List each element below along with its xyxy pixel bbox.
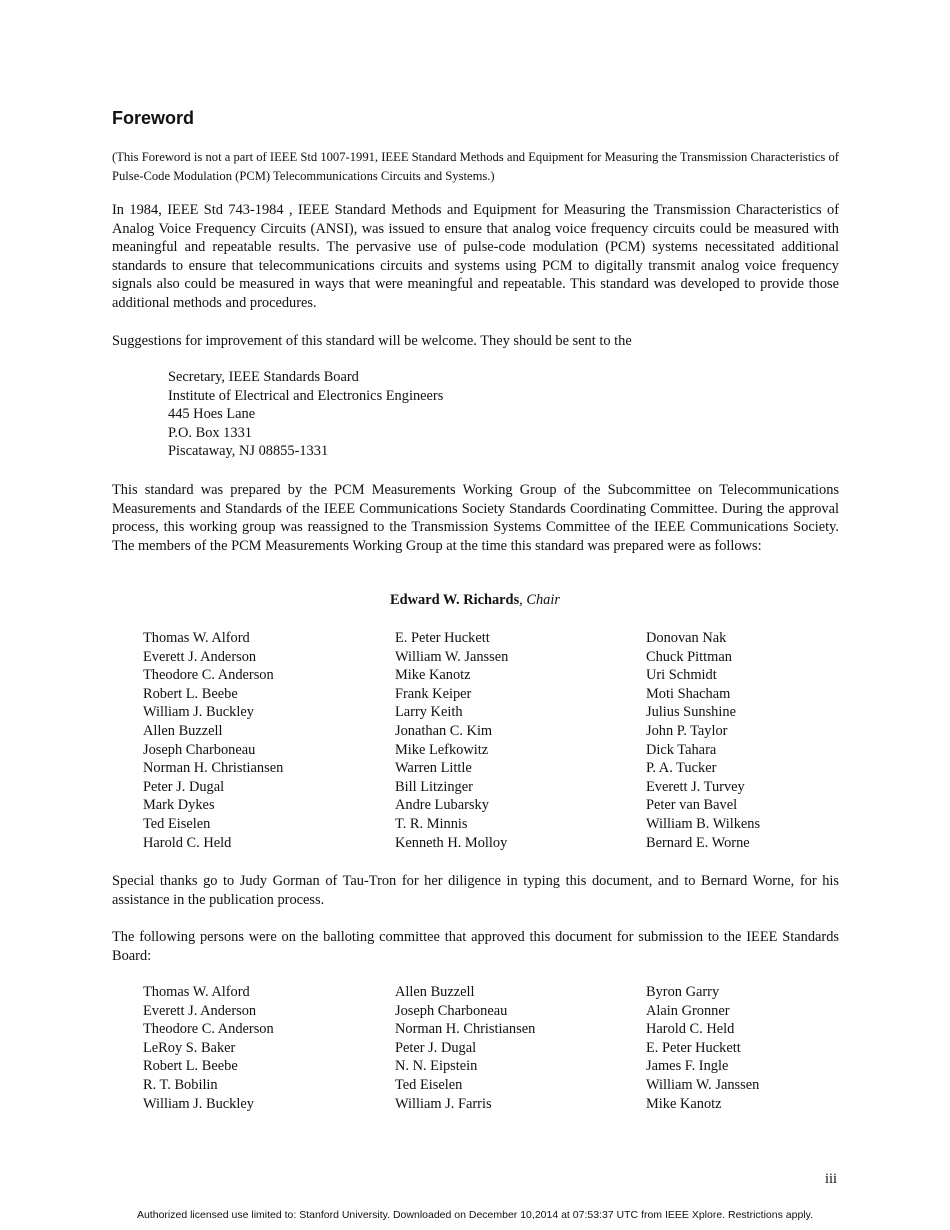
member-name: Harold C. Held <box>143 834 232 851</box>
member-name: Dick Tahara <box>646 741 717 758</box>
member-name: Warren Little <box>395 760 472 777</box>
prepared-paragraph: This standard was prepared by the PCM Measurements Working Group of the Subcommittee on Telecommunications Measurements and Standards of the IEEE Communications Society Standards Coordinating Committee. During the approval process, this working group was reassigned to the Transmission Systems Committee of the IEEE Communications Society. The members of the PCM Measurements Working Group at the time this standard was prepared were as follows: <box>112 482 839 554</box>
chair-line <box>0 591 950 610</box>
ballot-column-1 <box>143 983 274 1113</box>
member-name: Bill Litzinger <box>395 778 473 795</box>
member-name: William B. Wilkens <box>646 815 761 832</box>
mailing-address <box>168 368 443 461</box>
ballot-member-name: Joseph Charboneau <box>395 1002 508 1019</box>
member-name: Julius Sunshine <box>646 704 736 721</box>
member-name: Theodore C. Anderson <box>143 667 274 684</box>
members-column-3 <box>646 629 760 852</box>
ballot-member-name: E. Peter Huckett <box>646 1039 741 1056</box>
ballot-member-name: Norman H. Christiansen <box>395 1021 536 1038</box>
members-column-2 <box>395 629 508 852</box>
ballot-member-name: William J. Buckley <box>143 1095 254 1112</box>
address-line: 445 Hoes Lane <box>168 406 256 423</box>
chair-name: Edward W. Richards <box>390 592 520 608</box>
member-name: T. R. Minnis <box>395 815 468 832</box>
foreword-note: (This Foreword is not a part of IEEE Std 1007-1991, IEEE Standard Methods and Equipment for Measuring the Transmission Characteristics of Pulse-Code Modulation (PCM) Telecommunications Circuits and Systems.) <box>112 150 839 183</box>
ballot-member-name: Allen Buzzell <box>395 984 475 1000</box>
ballot-column-2 <box>395 983 535 1113</box>
ballot-member-name: Ted Eiselen <box>395 1076 463 1093</box>
member-name: Norman H. Christiansen <box>143 760 284 777</box>
balloting-paragraph: The following persons were on the balloting committee that approved this document for submission to the IEEE Standards Board: <box>112 929 839 964</box>
member-name: Chuck Pittman <box>646 648 732 665</box>
ballot-member-name: Thomas W. Alford <box>143 984 250 1000</box>
ballot-member-name: R. T. Bobilin <box>143 1076 218 1093</box>
ballot-member-name: Everett J. Anderson <box>143 1002 257 1019</box>
member-name: Ted Eiselen <box>143 815 211 832</box>
member-name: Mark Dykes <box>143 797 215 814</box>
member-name: Everett J. Turvey <box>646 778 745 795</box>
address-line: Institute of Electrical and Electronics Engineers <box>168 387 444 404</box>
member-name: Allen Buzzell <box>143 722 223 739</box>
member-name: Andre Lubarsky <box>395 797 489 814</box>
suggestions-paragraph: Suggestions for improvement of this standard will be welcome. They should be sent to the <box>112 333 632 349</box>
ballot-member-name: Alain Gronner <box>646 1002 730 1019</box>
member-name: William J. Buckley <box>143 704 254 721</box>
member-name: Robert L. Beebe <box>143 685 238 702</box>
member-name: Larry Keith <box>395 704 463 721</box>
member-name: Mike Kanotz <box>395 667 471 684</box>
member-name: Bernard E. Worne <box>646 834 750 851</box>
member-name: Moti Shacham <box>646 685 731 702</box>
address-line: Secretary, IEEE Standards Board <box>168 369 359 385</box>
member-name: John P. Taylor <box>646 722 728 739</box>
member-name: Frank Keiper <box>395 685 472 702</box>
member-name: Everett J. Anderson <box>143 648 257 665</box>
member-name: E. Peter Huckett <box>395 630 490 646</box>
ballot-member-name: Theodore C. Anderson <box>143 1021 274 1038</box>
ballot-member-name: Harold C. Held <box>646 1021 735 1038</box>
member-name: Donovan Nak <box>646 630 727 646</box>
members-column-1 <box>143 629 283 852</box>
chair-role: , Chair <box>519 592 560 608</box>
ballot-member-name: Peter J. Dugal <box>395 1039 477 1056</box>
ballot-member-name: William W. Janssen <box>646 1076 760 1093</box>
member-name: Thomas W. Alford <box>143 630 250 646</box>
ballot-member-name: LeRoy S. Baker <box>143 1039 236 1056</box>
ballot-member-name: Mike Kanotz <box>646 1095 722 1112</box>
member-name: Peter J. Dugal <box>143 778 225 795</box>
ballot-member-name: Byron Garry <box>646 984 720 1000</box>
intro-paragraph: In 1984, IEEE Std 743-1984 , IEEE Standard Methods and Equipment for Measuring the Transmission Characteristics of Analog Voice Frequency Circuits (ANSI), was issued to ensure that analog voice frequency circuits could be measured with meaningful and repeatable results. The pervasive use of pulse-code modulation (PCM) systems necessitated additional standards to ensure that telecommunications circuits and systems using PCM to digitally transmit analog voice frequency signals also could be measured in ways that were meaningful and repeatable. This standard was developed to provide those additional methods and procedures. <box>112 202 839 311</box>
section-title: Foreword <box>112 108 195 128</box>
member-name: P. A. Tucker <box>646 760 717 777</box>
member-name: Peter van Bavel <box>646 797 738 814</box>
license-footer: Authorized licensed use limited to: Stanford University. Downloaded on December 10,2014 at 07:53:37 UTC from IEEE Xplore. Restrictions apply. <box>136 1209 814 1221</box>
member-name: Uri Schmidt <box>646 667 717 684</box>
page-number: iii <box>825 1171 837 1187</box>
ballot-member-name: William J. Farris <box>395 1095 492 1112</box>
thanks-paragraph: Special thanks go to Judy Gorman of Tau-Tron for her diligence in typing this document, and to Bernard Worne, for his assistance in the publication process. <box>112 873 839 908</box>
ballot-member-name: James F. Ingle <box>646 1058 729 1075</box>
member-name: Kenneth H. Molloy <box>395 834 508 851</box>
ballot-member-name: N. N. Eipstein <box>395 1058 478 1075</box>
address-line: P.O. Box 1331 <box>168 424 252 441</box>
member-name: Mike Lefkowitz <box>395 741 489 758</box>
member-name: Joseph Charboneau <box>143 741 256 758</box>
ballot-column-3 <box>646 983 759 1113</box>
member-name: Jonathan C. Kim <box>395 722 493 739</box>
ballot-member-name: Robert L. Beebe <box>143 1058 238 1075</box>
address-line: Piscataway, NJ 08855-1331 <box>168 443 329 460</box>
member-name: William W. Janssen <box>395 648 509 665</box>
